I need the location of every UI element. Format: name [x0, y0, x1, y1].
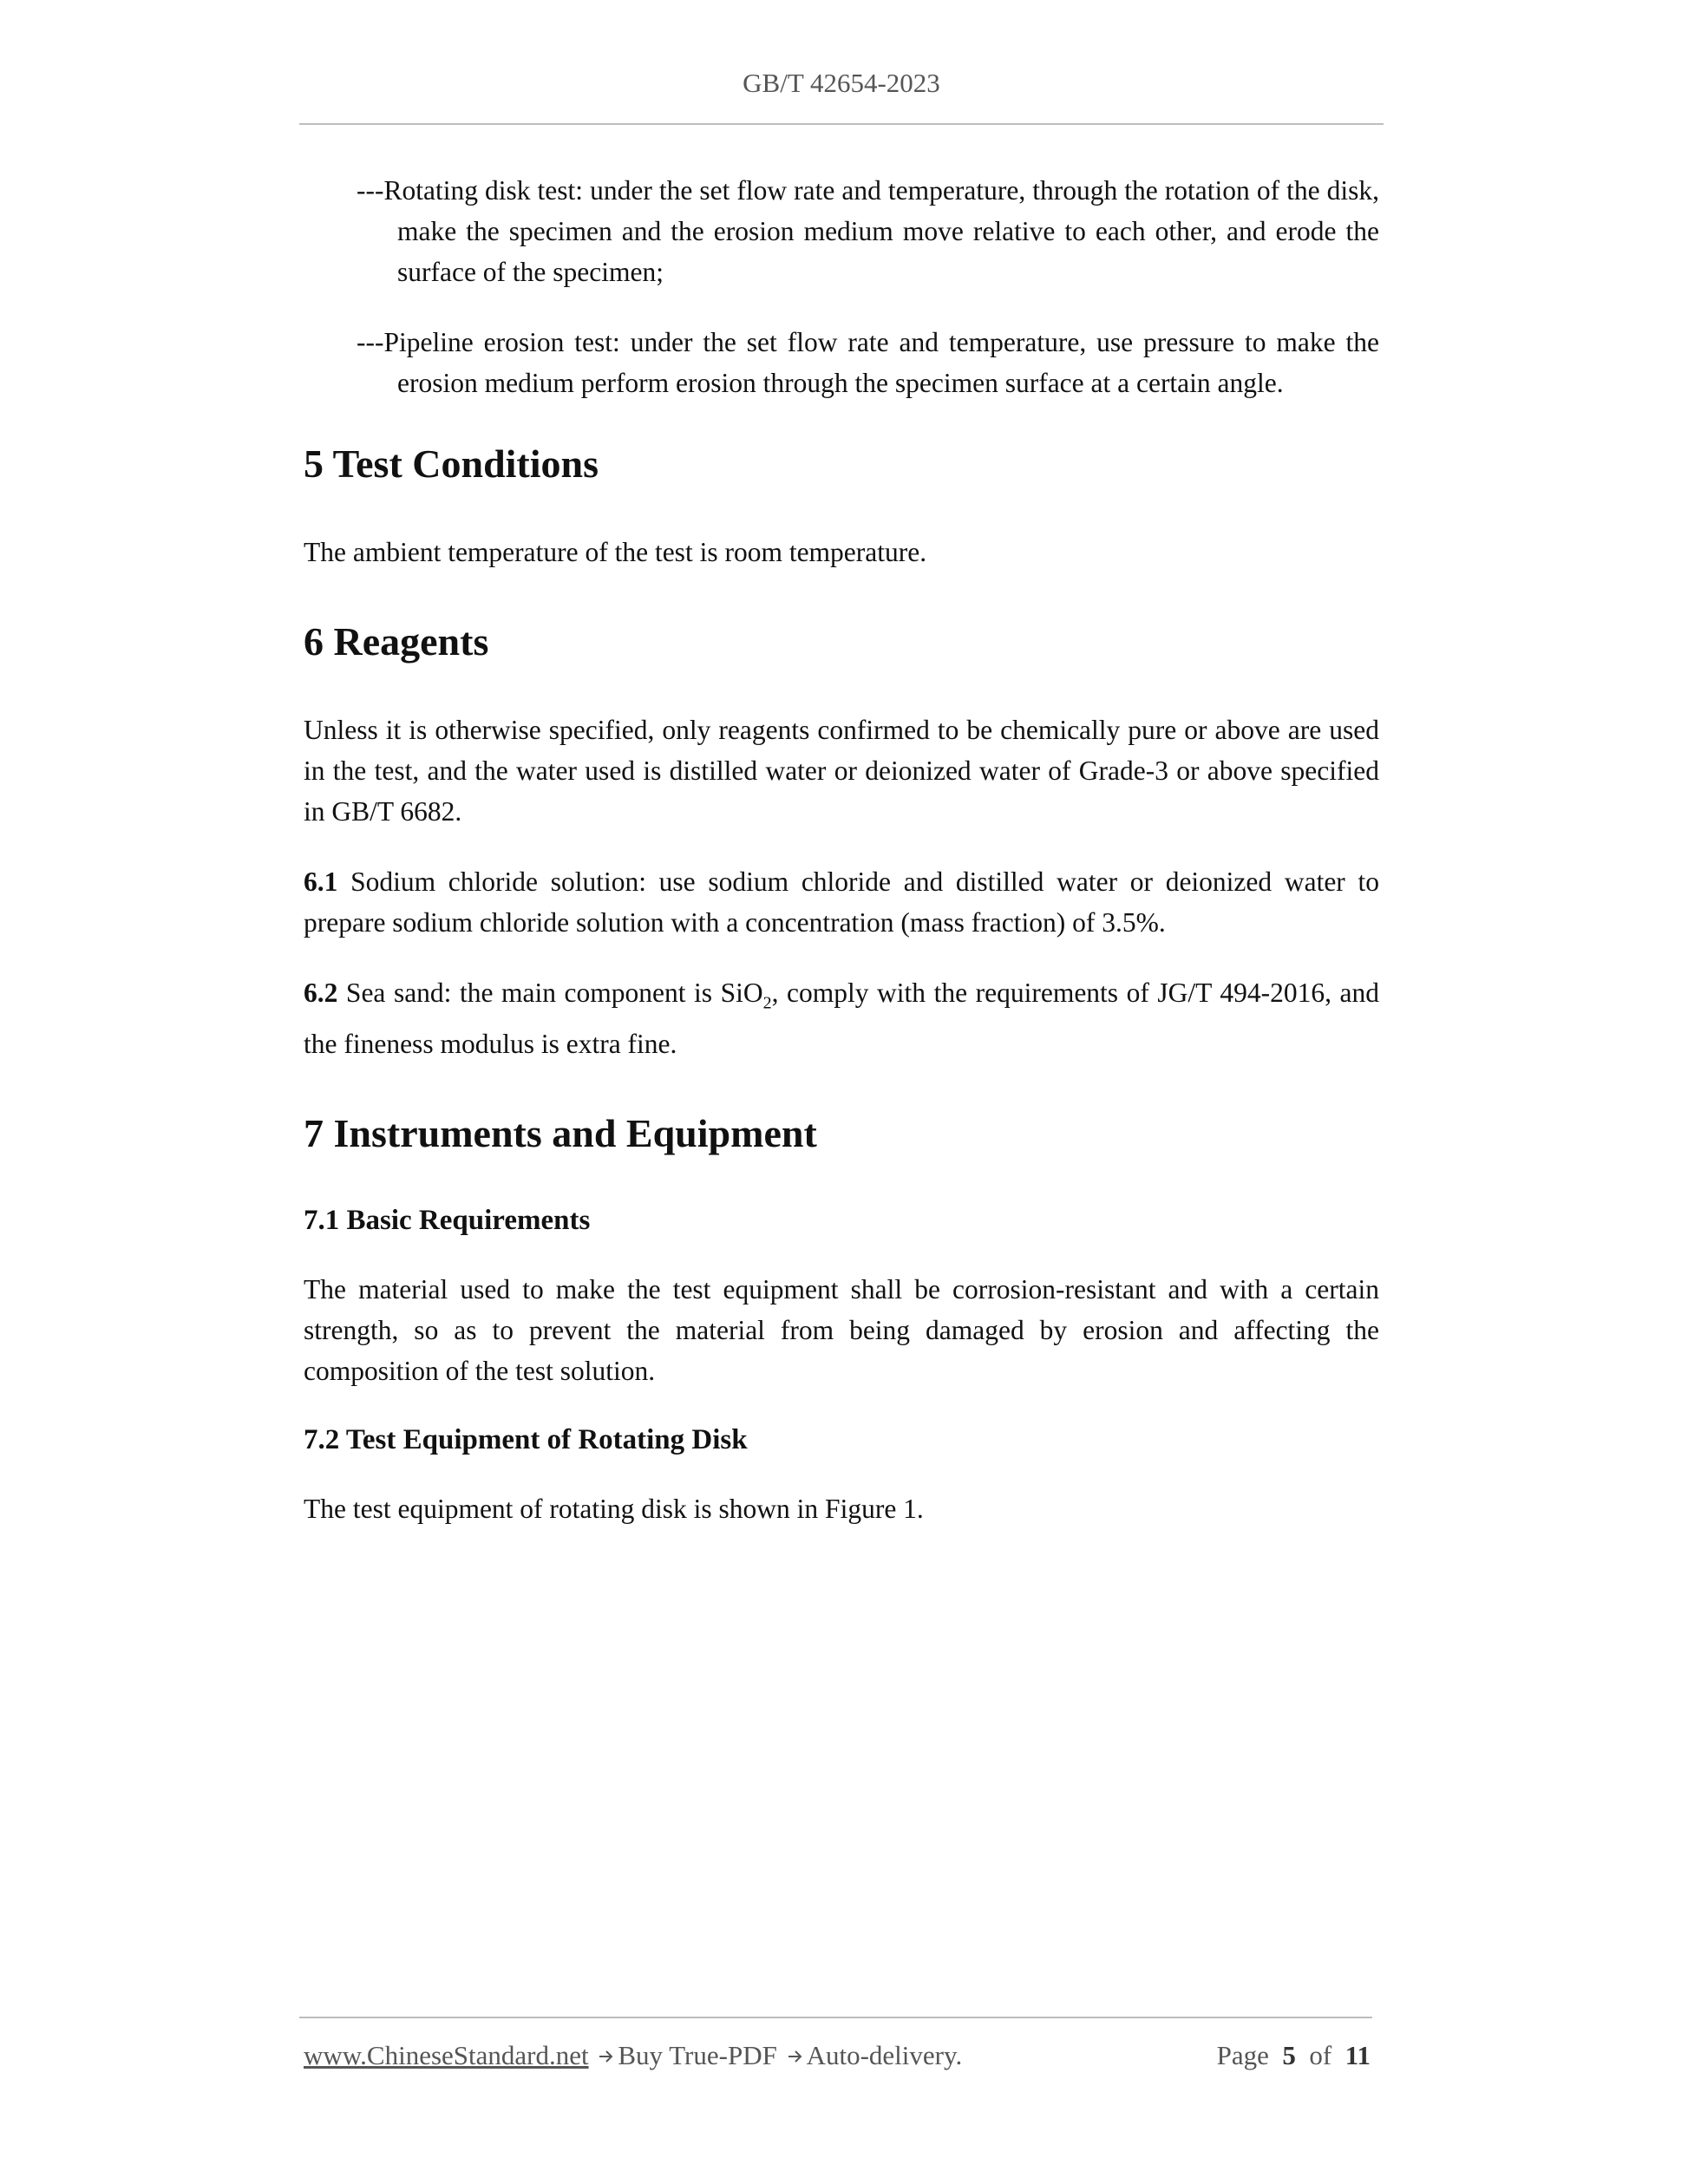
header-divider	[299, 123, 1384, 125]
site-link[interactable]: www.ChineseStandard.net	[304, 2040, 589, 2070]
auto-delivery-text: Auto-delivery.	[806, 2040, 963, 2070]
subsection-7-1-text: The material used to make the test equipment shall be corrosion-resistant and with a certain strength, so as to prevent the material from being damaged by erosion and affecting the composition of the test solution.	[304, 1274, 1379, 1387]
arrow-right-icon	[599, 2049, 614, 2064]
clause-6-2-text-end: , comply with the requirements of JG/T 494-2016, and the fineness modulus is extra fine.	[304, 978, 1379, 1060]
footer-divider	[299, 2017, 1372, 2018]
section-7-heading: 7 Instruments and Equipment	[304, 1111, 817, 1156]
bullet-pipeline-erosion: ---Pipeline erosion test: under the set flow rate and temperature, use pressure to make the erosion medium perform erosion through the specimen surface at a certain angle.	[357, 327, 1379, 398]
subsection-7-2-heading: 7.2 Test Equipment of Rotating Disk	[304, 1424, 748, 1456]
section-5-heading: 5 Test Conditions	[304, 441, 599, 486]
arrow-right-icon	[788, 2049, 803, 2064]
subsection-7-1-heading: 7.1 Basic Requirements	[304, 1205, 591, 1237]
buy-true-pdf-text: Buy True-PDF	[618, 2040, 777, 2070]
subscript-two: 2	[762, 993, 772, 1013]
page-total: 11	[1345, 2040, 1371, 2070]
page-number	[1217, 2040, 1371, 2071]
page-current: 5	[1282, 2040, 1296, 2070]
page-of-label: of	[1309, 2040, 1332, 2070]
page-header: GB/T 42654-2023	[743, 68, 940, 98]
page-label: Page	[1216, 2040, 1269, 2070]
document-body	[304, 170, 1379, 1529]
bullet-rotating-disk: ---Rotating disk test: under the set flow rate and temperature, through the rotation of the disk, make the specimen and the erosion medium move relative to each other, and erode the surface of the specimen;	[357, 175, 1379, 287]
clause-6-2	[304, 972, 1379, 1064]
section-6-intro: Unless it is otherwise specified, only reagents confirmed to be chemically pure or above are used in the test, and the water used is distilled water or deionized water of Grade-3 or above specified in GB/T 6682.	[304, 715, 1379, 827]
page-footer	[304, 2040, 1371, 2071]
clause-6-1-text: Sodium chloride solution: use sodium chloride and distilled water or deionized water to prepare sodium chloride solution with a concentration (mass fraction) of 3.5%.	[304, 866, 1379, 938]
clause-6-1-number: 6.1	[304, 866, 338, 897]
section-6-heading: 6 Reagents	[304, 619, 489, 664]
section-5-text: The ambient temperature of the test is room temperature.	[304, 537, 927, 567]
subsection-7-2-text: The test equipment of rotating disk is shown in Figure 1.	[304, 1494, 924, 1525]
clause-6-1	[304, 861, 1379, 943]
clause-6-2-number: 6.2	[304, 978, 338, 1008]
clause-6-2-text-start: Sea sand: the main component is SiO	[345, 978, 763, 1008]
